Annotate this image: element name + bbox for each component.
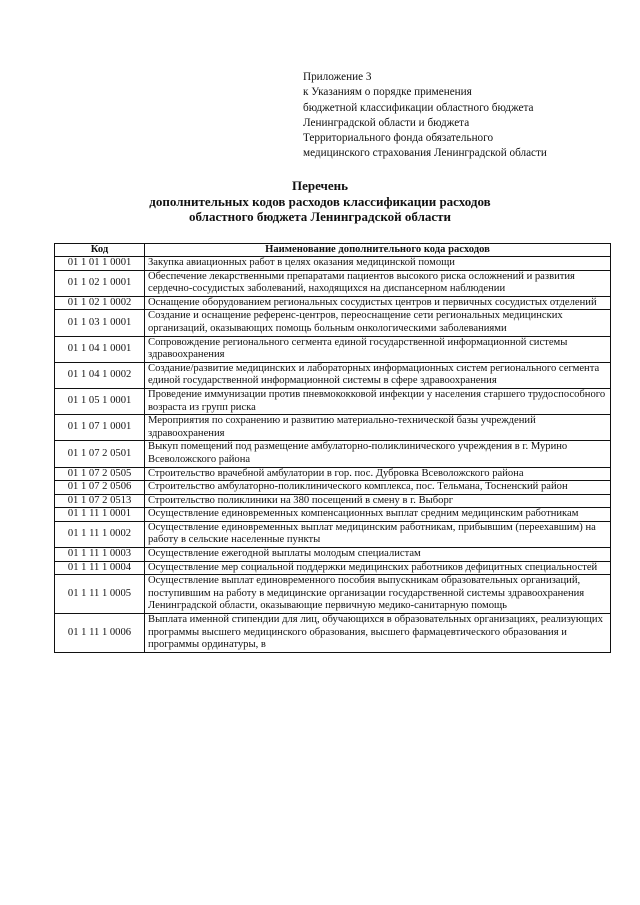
row-code: 01 1 11 1 0002 — [55, 521, 145, 547]
title-line: областного бюджета Ленинградской области — [188, 209, 452, 224]
row-code: 01 1 07 1 0001 — [55, 415, 145, 441]
table-row — [55, 614, 611, 653]
table-row — [55, 310, 611, 336]
title-line: Перечень — [291, 178, 349, 193]
appendix-line: Приложение 3 — [303, 71, 372, 83]
row-name: Выкуп помещений под размещение амбулаторно-поликлинического учреждения в г. Мурино Всеволожского района — [145, 441, 611, 467]
row-code: 01 1 03 1 0001 — [55, 310, 145, 336]
row-code: 01 1 07 2 0501 — [55, 441, 145, 467]
table-row — [55, 388, 611, 414]
table-row — [55, 336, 611, 362]
table-row — [55, 467, 611, 481]
table-row — [55, 494, 611, 508]
row-name: Сопровождение регионального сегмента единой государственной информационной системы здравоохранения — [145, 336, 611, 362]
appendix-line: бюджетной классификации областного бюджета — [303, 101, 534, 114]
row-name: Мероприятия по сохранению и развитию материально-технической базы учреждений здравоохранения — [145, 415, 611, 441]
row-name: Осуществление ежегодной выплаты молодым специалистам — [145, 548, 611, 562]
table-row — [55, 481, 611, 495]
codes-table — [54, 243, 611, 653]
row-code: 01 1 04 1 0001 — [55, 336, 145, 362]
table-row — [55, 362, 611, 388]
row-code: 01 1 07 2 0513 — [55, 494, 145, 508]
table-row — [55, 415, 611, 441]
table-row — [55, 561, 611, 575]
row-name: Выплата именной стипендии для лиц, обучающихся в образовательных организациях, реализующих программы высшего медицинского образования, высшего фармацевтического образования и программы ординатуры, в — [145, 614, 611, 653]
row-name: Строительство амбулаторно-поликлинического комплекса, пос. Тельмана, Тосненский район — [145, 481, 611, 495]
row-code: 01 1 07 2 0505 — [55, 467, 145, 481]
row-code: 01 1 11 1 0005 — [55, 575, 145, 614]
appendix-line: Ленинградской области и бюджета — [303, 116, 470, 129]
row-code: 01 1 02 1 0001 — [55, 270, 145, 296]
appendix-line: к Указаниям о порядке применения — [303, 86, 472, 99]
row-name: Закупка авиационных работ в целях оказания медицинской помощи — [145, 257, 611, 271]
table-row — [55, 521, 611, 547]
row-code: 01 1 07 2 0506 — [55, 481, 145, 495]
row-name: Оснащение оборудованием региональных сосудистых центров и первичных сосудистых отделений — [145, 296, 611, 310]
header-code: Код — [55, 244, 145, 257]
document-title — [0, 178, 640, 225]
header-name: Наименование дополнительного кода расходов — [145, 244, 611, 257]
row-name: Строительство врачебной амбулатории в гор. пос. Дубровка Всеволожского района — [145, 467, 611, 481]
row-name: Строительство поликлиники на 380 посещений в смену в г. Выборг — [145, 494, 611, 508]
table-row — [55, 548, 611, 562]
row-code: 01 1 11 1 0004 — [55, 561, 145, 575]
row-name: Осуществление выплат единовременного пособия выпускникам образовательных организаций, поступившим на работу в медицинские организации государственной системы здравоохранения Ленинградской области, оказывающие первичную медико-санитарную помощь — [145, 575, 611, 614]
row-code: 01 1 02 1 0002 — [55, 296, 145, 310]
table-header-row — [55, 244, 611, 257]
row-code: 01 1 11 1 0003 — [55, 548, 145, 562]
row-code: 01 1 05 1 0001 — [55, 388, 145, 414]
row-name: Создание и оснащение референс-центров, переоснащение сети региональных медицинских организаций, оказывающих помощь больным онкологическими заболеваниями — [145, 310, 611, 336]
table-row — [55, 508, 611, 522]
table-row — [55, 296, 611, 310]
row-code: 01 1 01 1 0001 — [55, 257, 145, 271]
table-row — [55, 257, 611, 271]
table-row — [55, 270, 611, 296]
appendix-line: Территориального фонда обязательного — [303, 132, 494, 145]
appendix-line: медицинского страхования Ленинградской области — [303, 147, 547, 160]
table-row — [55, 441, 611, 467]
appendix-block — [303, 70, 623, 162]
row-name: Осуществление мер социальной поддержки медицинских работников дефицитных специальностей — [145, 561, 611, 575]
row-name: Проведение иммунизации против пневмококковой инфекции у населения старшего трудоспособного возраста из групп риска — [145, 388, 611, 414]
row-code: 01 1 11 1 0006 — [55, 614, 145, 653]
row-name: Создание/развитие медицинских и лабораторных информационных систем регионального сегмента единой государственной информационной системы в сфере здравоохранения — [145, 362, 611, 388]
table-row — [55, 575, 611, 614]
row-code: 01 1 04 1 0002 — [55, 362, 145, 388]
row-code: 01 1 11 1 0001 — [55, 508, 145, 522]
row-name: Обеспечение лекарственными препаратами пациентов высокого риска осложнений и развития сердечно-сосудистых заболеваний, находящихся на диспансерном наблюдении — [145, 270, 611, 296]
row-name: Осуществление единовременных компенсационных выплат средним медицинским работникам — [145, 508, 611, 522]
row-name: Осуществление единовременных выплат медицинским работникам, прибывшим (переехавшим) на работу в сельские населенные пункты — [145, 521, 611, 547]
title-line: дополнительных кодов расходов классификации расходов — [149, 193, 491, 209]
